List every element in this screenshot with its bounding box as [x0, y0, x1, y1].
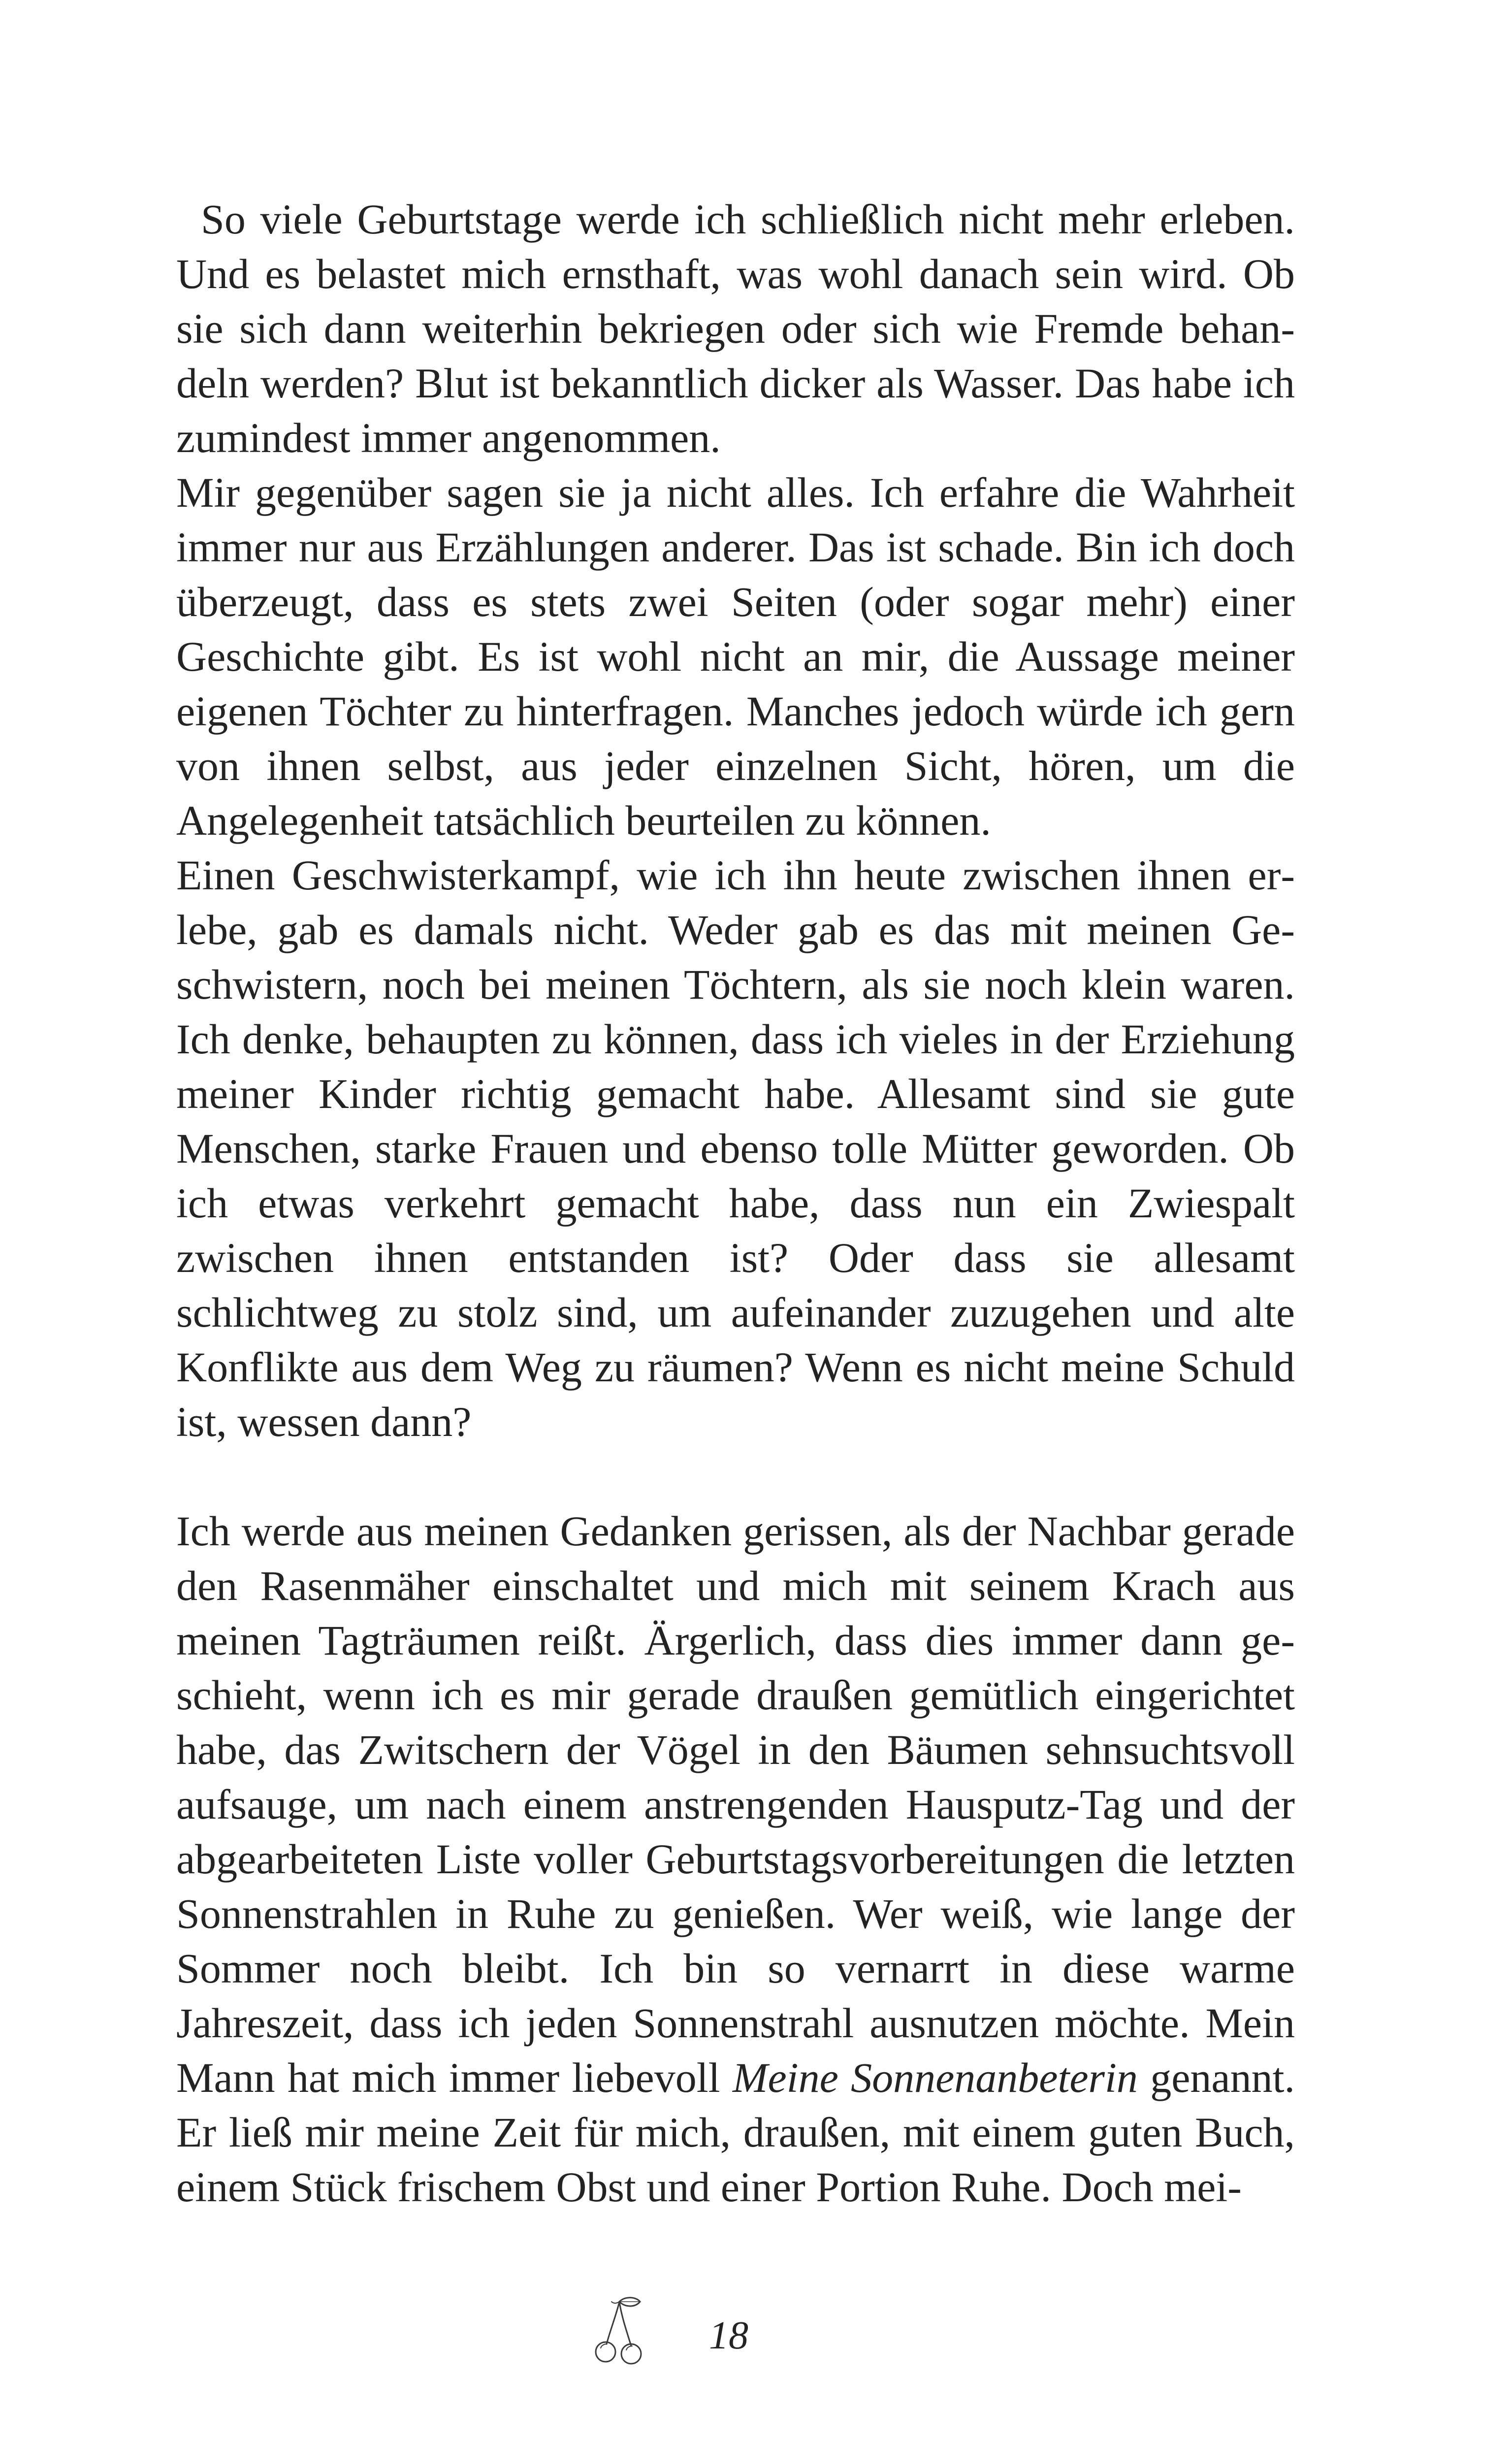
- page-number: 18: [709, 2314, 748, 2357]
- paragraph-4-text-after: genannt. Er ließ mir meine Zeit für mich, draußen, mit einem guten Buch, einem Stück frischem Obst und einer Portion Ruhe. Doch mei-: [176, 2054, 1295, 2211]
- paragraph-4: [176, 1504, 1295, 2215]
- page-footer: [0, 2295, 1512, 2374]
- paragraph-break: [176, 1449, 1295, 1504]
- body-text: [176, 192, 1295, 2215]
- italic-nickname: Meine Sonnenanbeterin: [732, 2054, 1138, 2101]
- cherry-icon: [591, 2295, 650, 2369]
- paragraph-2: Mir gegenüber sagen sie ja nicht alles. Ich erfahre die Wahrheit immer nur aus Erzählungen anderer. Das ist schade. Bin ich doch überzeugt, dass es stets zwei Seiten (oder sogar mehr) einer Geschichte gibt. Es ist wohl nicht an mir, die Aussage meiner eigenen Töchter zu hinterfragen. Manches jedoch würde ich gern von ihnen selbst, aus jeder einzelnen Sicht, hören, um die Angelegenheit tatsächlich beurteilen zu können.: [176, 469, 1295, 844]
- paragraph-3: Einen Geschwisterkampf, wie ich ihn heute zwischen ihnen erlebe, gab es damals nicht. Weder gab es das mit meinen Geschwistern, noch bei meinen Töchtern, als sie noch klein waren. Ich denke, behaupten zu können, dass ich vieles in der Erziehung meiner Kinder richtig gemacht habe. Allesamt sind sie gute Menschen, starke Frauen und ebenso tolle Mütter geworden. Ob ich etwas verkehrt gemacht habe, dass nun ein Zwiespalt zwischen ihnen entstanden ist? Oder dass sie allesamt schlichtweg zu stolz sind, um aufeinander zuzugehen und alte Konflikte aus dem Weg zu räumen? Wenn es nicht meine Schuld ist, wessen dann?: [176, 851, 1295, 1445]
- paragraph-4-text-before: Ich werde aus meinen Gedanken gerissen, als der Nachbar gerade den Rasenmäher einschaltet und mich mit seinem Krach aus meinen Tagträumen reißt. Ärgerlich, dass dies immer dann geschieht, wenn ich es mir gerade draußen gemütlich eingerichtet habe, das Zwitschern der Vögel in den Bäumen sehnsuchtsvoll aufsauge, um nach einem anstrengenden Hausputz-Tag und der abgearbeiteten Liste voller Geburtstagsvorbereitungen die letzten Sonnenstrahlen in Ruhe zu genießen. Wer weiß, wie lange der Sommer noch bleibt. Ich bin so vernarrt in diese warme Jahreszeit, dass ich jeden Sonnenstrahl ausnutzen möchte. Mein Mann hat mich immer liebevoll: [176, 1507, 1295, 2101]
- paragraph-1: So viele Geburtstage werde ich schließlich nicht mehr erleben. Und es belastet mich ernsthaft, was wohl danach sein wird. Ob sie sich dann weiterhin bekriegen oder sich wie Fremde behandeln werden? Blut ist bekanntlich dicker als Wasser. Das habe ich zumindest immer angenommen.: [176, 195, 1295, 461]
